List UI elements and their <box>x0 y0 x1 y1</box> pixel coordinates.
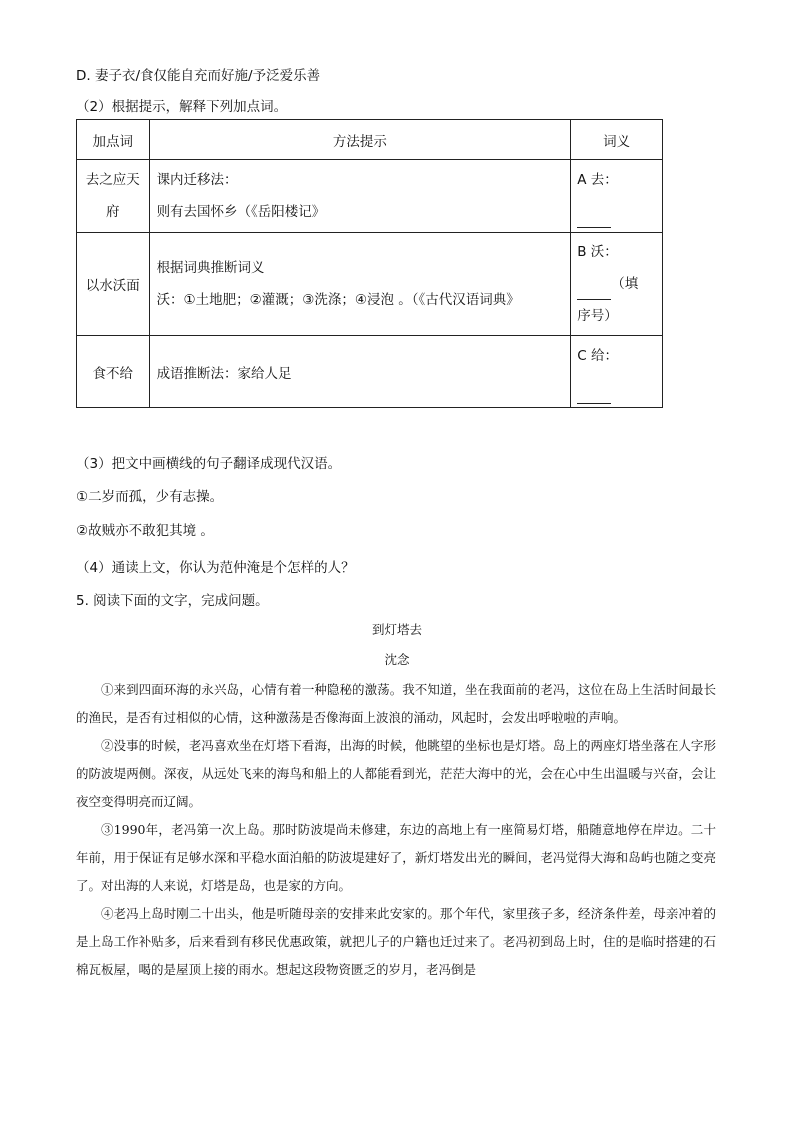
hint-cell: 根据词典推断词义 沃：①土地肥；②灌溉；③洗涤；④浸泡 。（《古代汉语词典》 <box>149 233 571 336</box>
word-meaning-table <box>76 119 663 408</box>
table-row <box>77 336 663 408</box>
question-5: 5. 阅读下面的文字，完成问题。 <box>76 593 269 609</box>
article-title: 到灯塔去 <box>371 622 422 637</box>
paragraph: ②没事的时候，老冯喜欢坐在灯塔下看海，出海的时候，他眺望的坐标也是灯塔。岛上的两座灯塔坐落在人字形的防波堤两侧。深夜，从远处飞来的海鸟和船上的人都能看到光，茫茫大海中的光，会在心中生出温暖与兴奋，会让夜空变得明亮而辽阔。 <box>76 738 716 809</box>
answer-blank[interactable] <box>577 389 611 404</box>
article-author: 沈念 <box>384 652 410 667</box>
question-3: （3）把文中画横线的句子翻译成现代汉语。 <box>76 456 342 472</box>
meaning-cell: C 给： <box>571 336 663 408</box>
meaning-cell: B 沃： （填 序号） <box>571 233 663 336</box>
paragraph: ④老冯上岛时刚二十出头，他是听随母亲的安排来此安家的。那个年代，家里孩子多，经济条件差，母亲冲着的是上岛工作补贴多，后来看到有移民优惠政策，就把儿子的户籍也迁过来了。老冯初到岛上时，住的是临时搭建的石棉瓦板屋，喝的是屋顶上接的雨水。想起这段物资匮乏的岁月，老冯倒是 <box>76 906 716 977</box>
paragraph: ③1990年，老冯第一次上岛。那时防波堤尚未修建，东边的高地上有一座简易灯塔，船随意地停在岸边。二十年前，用于保证有足够水深和平稳水面泊船的防波堤建好了，新灯塔发出光的瞬间，老冯觉得大海和岛屿也随之变亮了。对出海的人来说，灯塔是岛，也是家的方向。 <box>76 822 716 893</box>
paragraph: ①来到四面环海的永兴岛，心情有着一种隐秘的激荡。我不知道，坐在我面前的老冯，这位在岛上生活时间最长的渔民，是否有过相似的心情，这种激荡是否像海面上波浪的涌动，风起时，会发出呼啦啦的声响。 <box>76 682 716 725</box>
table-row <box>77 160 663 233</box>
header-method: 方法提示 <box>149 120 571 160</box>
hint-cell: 成语推断法：家给人足 <box>149 336 571 408</box>
word-cell: 食不给 <box>77 336 150 408</box>
option-d: D. 妻子衣/食仅能自充而好施/予泛爱乐善 <box>76 68 321 84</box>
answer-blank[interactable] <box>577 213 611 228</box>
header-word: 加点词 <box>77 120 150 160</box>
article-body <box>76 676 716 984</box>
header-meaning: 词义 <box>571 120 663 160</box>
hint-cell: 课内迁移法： 则有去国怀乡（《岳阳楼记》 <box>149 160 571 233</box>
meaning-cell: A 去： <box>571 160 663 233</box>
question-3-2: ②故贼亦不敢犯其境 。 <box>76 523 214 539</box>
word-cell: 去之应天 府 <box>77 160 150 233</box>
word-cell: 以水沃面 <box>77 233 150 336</box>
table-row <box>77 233 663 336</box>
question-2: （2）根据提示，解释下列加点词。 <box>76 99 288 115</box>
question-4: （4）通读上文，你认为范仲淹是个怎样的人？ <box>76 560 355 576</box>
answer-blank[interactable] <box>577 285 611 300</box>
question-3-1: ①二岁而孤，少有志操。 <box>76 489 224 505</box>
